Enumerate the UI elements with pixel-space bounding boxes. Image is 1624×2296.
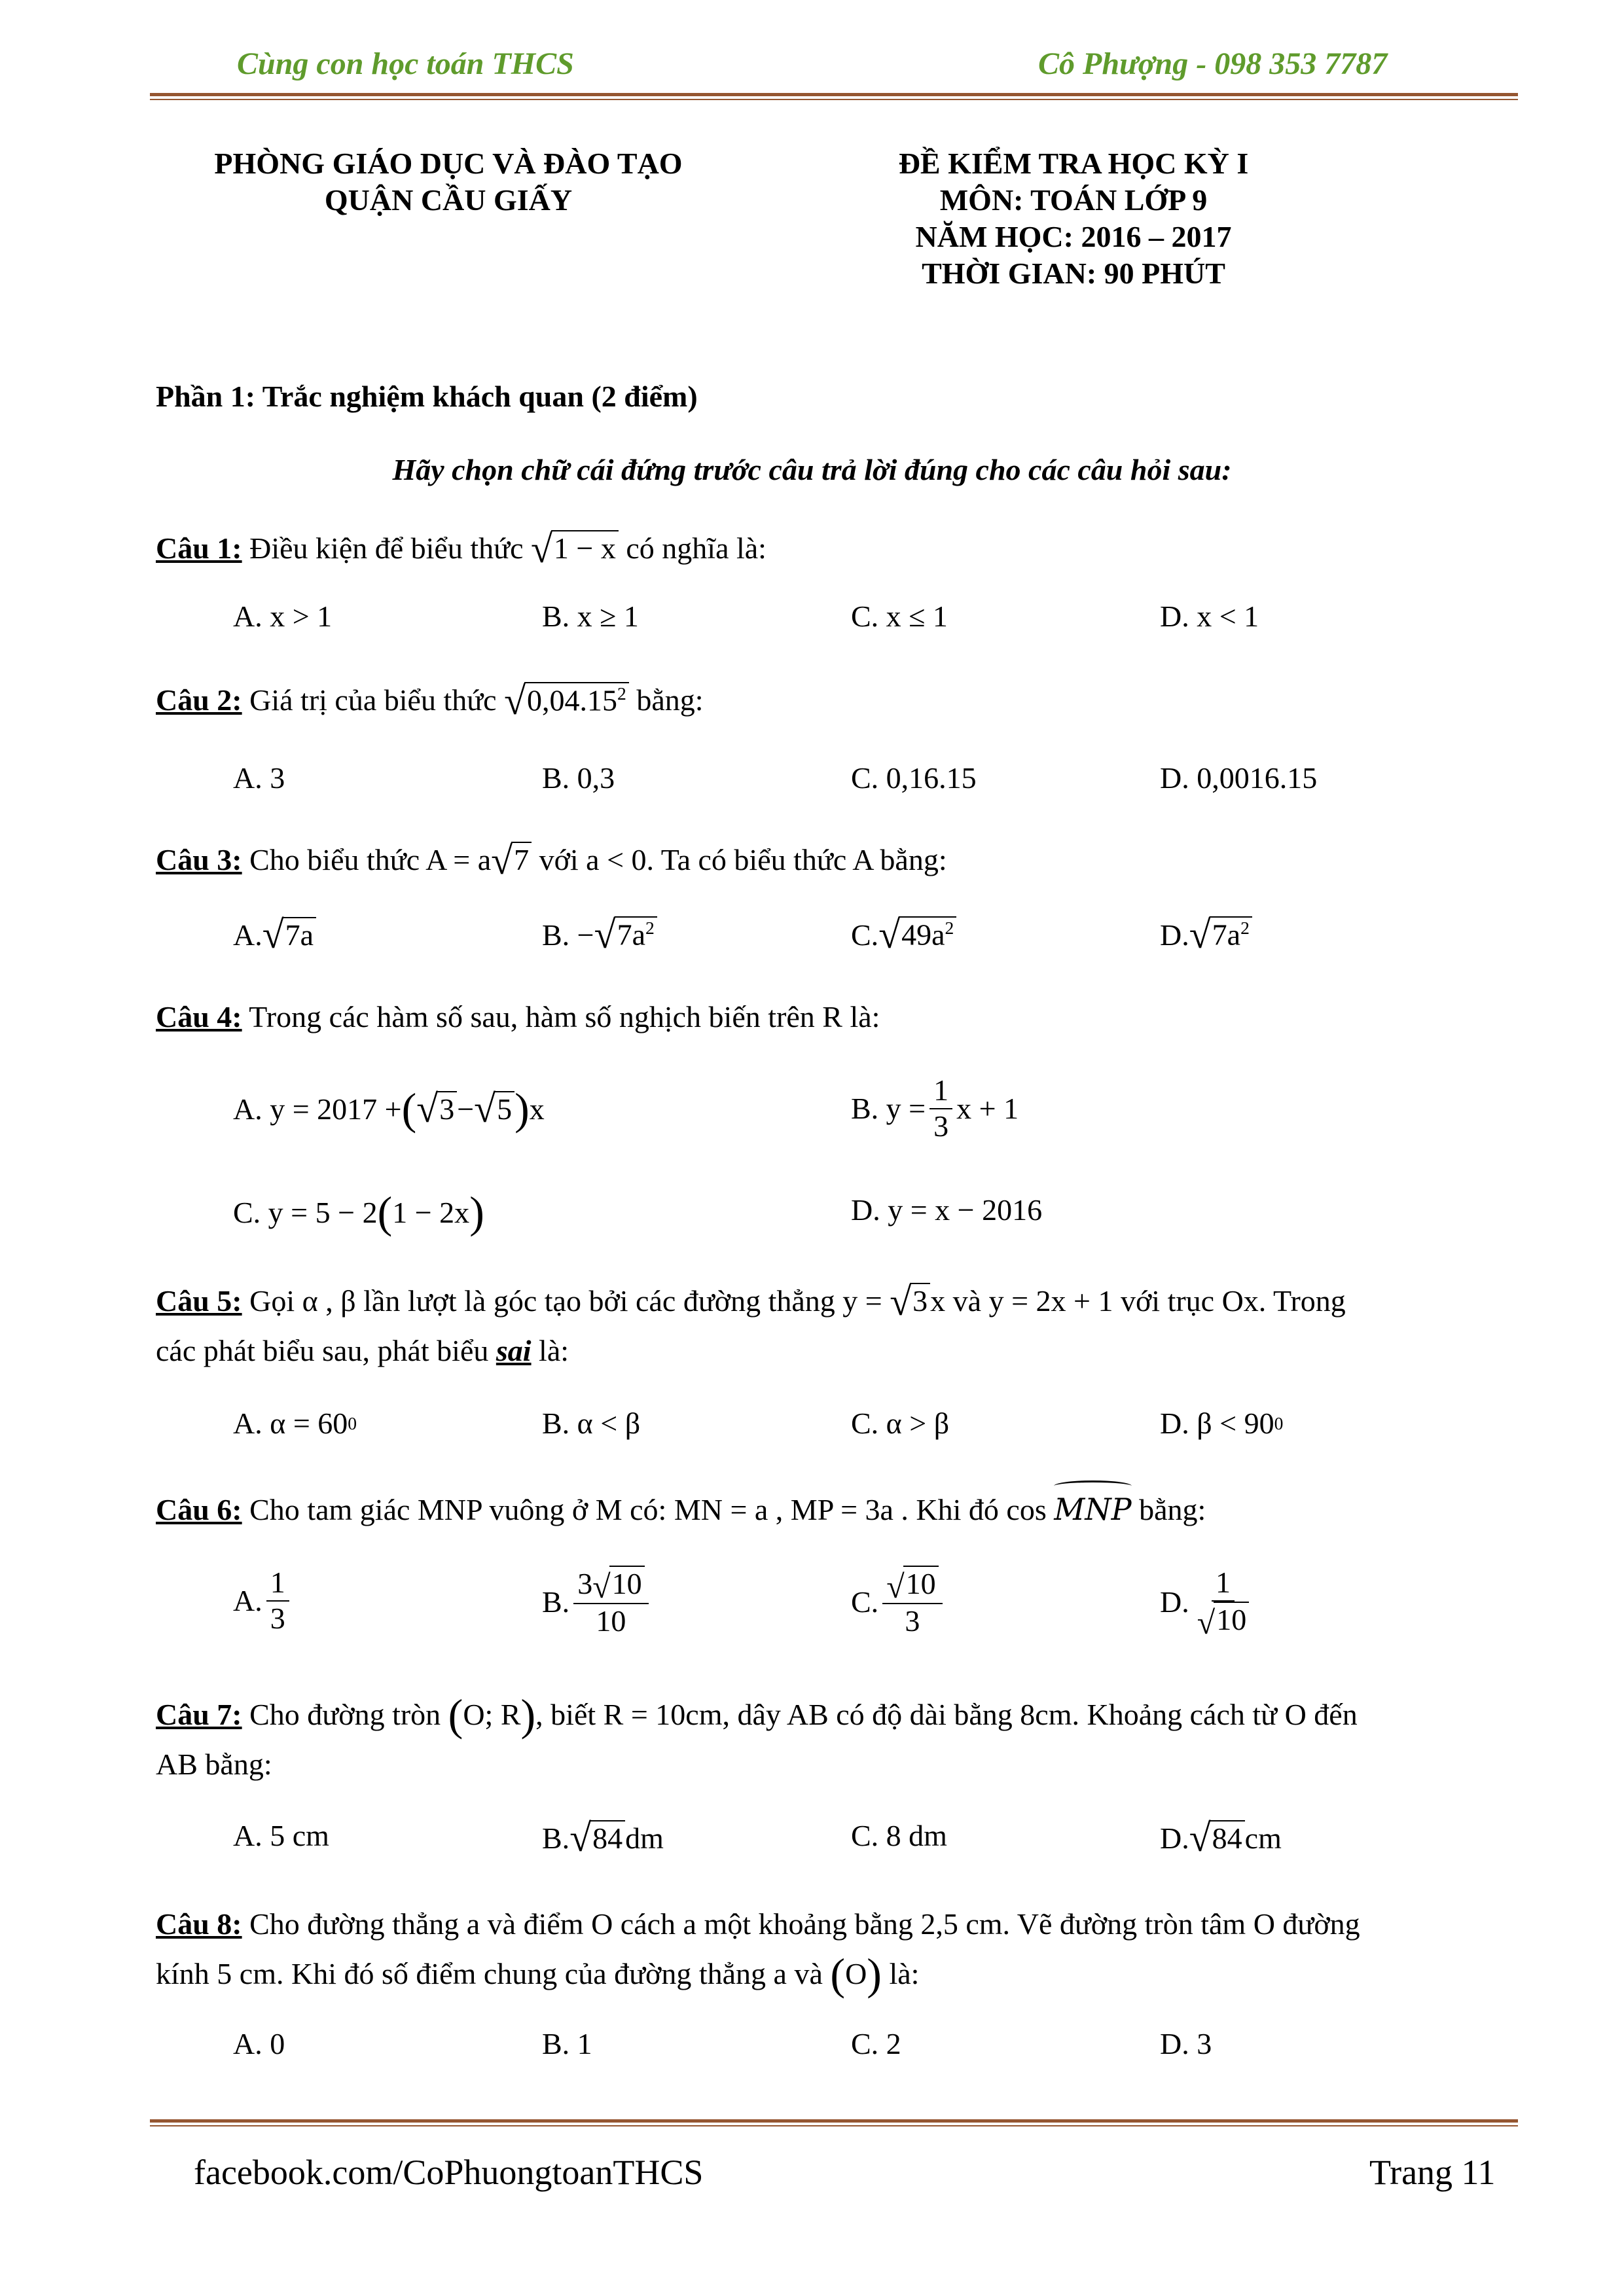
- sqrt-icon: √: [416, 1087, 439, 1130]
- question-6: Câu 6: Cho tam giác MNP vuông ở M có: MN = a , MP = 3a . Khi đó cos MNP bằng:: [156, 1484, 1498, 1535]
- q2-option-b[interactable]: B. 0,3: [542, 761, 615, 795]
- q1-option-d[interactable]: D. x < 1: [1160, 600, 1259, 633]
- question-label: Câu 1:: [156, 531, 242, 565]
- q4-option-c[interactable]: C. y = 5 − 2 ( 1 − 2x ): [233, 1187, 484, 1237]
- question-2: Câu 2: Giá trị của biểu thức √0,04.15$^2$ bằng:: [156, 679, 704, 723]
- q7-option-b[interactable]: B. √ 84 dm: [542, 1816, 664, 1859]
- q6-option-c[interactable]: C. $\frac{√10}{3}$: [851, 1566, 947, 1639]
- exam-title: ĐỀ KIỂM TRA HỌC KỲ I: [898, 147, 1249, 180]
- q2-option-a[interactable]: A. 3: [233, 761, 285, 795]
- exam-subject: MÔN: TOÁN LỚP 9: [939, 183, 1208, 217]
- q5-option-b[interactable]: B. α < β: [542, 1407, 641, 1440]
- footer-rule: [150, 2119, 1518, 2123]
- q6-option-b[interactable]: B. $\frac{3√10}{10}$: [542, 1566, 653, 1639]
- sqrt-icon: √: [594, 913, 616, 956]
- q3-option-c[interactable]: C. √ $49a^2$: [851, 915, 956, 954]
- question-label: Câu 5:: [156, 1284, 242, 1318]
- q2-option-d[interactable]: D. 0,0016.15: [1160, 761, 1318, 795]
- question-label: Câu 7:: [156, 1698, 242, 1731]
- q1-option-b[interactable]: B. x ≥ 1: [542, 600, 639, 633]
- footer-facebook-link[interactable]: facebook.com/CoPhuongtoanTHCS: [194, 2153, 704, 2192]
- footer-rule-thin: [150, 2125, 1518, 2126]
- q6-option-d[interactable]: D. $\frac{1}{√10}$: [1160, 1566, 1257, 1639]
- question-label: Câu 8:: [156, 1907, 242, 1941]
- question-label: Câu 3:: [156, 843, 242, 876]
- exam-year: NĂM HỌC: 2016 – 2017: [915, 220, 1232, 253]
- q1-option-c[interactable]: C. x ≤ 1: [851, 600, 948, 633]
- q7-option-d[interactable]: D. √ 84 cm: [1160, 1816, 1282, 1859]
- header-left: Cùng con học toán THCS: [237, 46, 574, 81]
- angle-mnp: MNP: [1054, 1484, 1131, 1534]
- header-rule-thin: [150, 99, 1518, 100]
- q5-option-a[interactable]: A. α = 60 0: [233, 1407, 357, 1440]
- q8-option-a[interactable]: A. 0: [233, 2027, 285, 2060]
- question-label: Câu 6:: [156, 1493, 242, 1526]
- sqrt-icon: √: [491, 839, 513, 882]
- emphasis-sai: sai: [496, 1334, 532, 1367]
- sqrt-icon: √: [474, 1087, 496, 1130]
- q3-option-d[interactable]: D. √ $7a^2$: [1160, 915, 1252, 954]
- question-7: Câu 7: Cho đường tròn (O; R), biết R = 10cm, dây AB có độ dài bằng 8cm. Khoảng cách từ O đến AB bằng:: [156, 1690, 1358, 1781]
- q2-option-c[interactable]: C. 0,16.15: [851, 761, 977, 795]
- header-rule: [150, 93, 1518, 96]
- q4-option-b[interactable]: B. y = $\frac{1}{3}$ x + 1: [851, 1073, 1019, 1143]
- sqrt-icon: √: [890, 1280, 912, 1323]
- sqrt-icon: √: [1189, 1816, 1211, 1859]
- sqrt-icon: √: [262, 913, 284, 956]
- question-1: Câu 1: Điều kiện để biểu thức √1 − x có nghĩa là:: [156, 528, 767, 571]
- sqrt-icon: √: [1197, 1604, 1216, 1641]
- sqrt-icon: √: [878, 913, 901, 956]
- q8-option-b[interactable]: B. 1: [542, 2027, 592, 2060]
- header-right: Cô Phượng - 098 353 7787: [1038, 46, 1388, 81]
- question-3: Câu 3: Cho biểu thức A = a√7 với a < 0. Ta có biểu thức A bằng:: [156, 839, 947, 882]
- district-name: QUẬN CẦU GIẤY: [324, 183, 573, 217]
- question-5: Câu 5: Gọi α , β lần lượt là góc tạo bởi các đường thẳng y = √3x và y = 2x + 1 với trục Ox. Trong các phát biểu sau, phát biểu sai là:: [156, 1280, 1346, 1367]
- part1-title: Phần 1: Trắc nghiệm khách quan (2 điểm): [156, 380, 698, 413]
- q8-option-c[interactable]: C. 2: [851, 2027, 901, 2060]
- sqrt-icon: √: [569, 1816, 592, 1859]
- department-block: [170, 145, 727, 219]
- q8-option-d[interactable]: D. 3: [1160, 2027, 1212, 2060]
- sqrt-icon: √: [530, 528, 552, 571]
- q4-option-d[interactable]: D. y = x − 2016: [851, 1193, 1043, 1227]
- q6-option-a[interactable]: A. $\frac{1}{3}$: [233, 1566, 293, 1636]
- question-4: Câu 4: Trong các hàm số sau, hàm số nghịch biến trên R là:: [156, 1000, 880, 1033]
- q1-option-a[interactable]: A. x > 1: [233, 600, 333, 633]
- question-label: Câu 2:: [156, 683, 242, 717]
- q4-option-a[interactable]: A. y = 2017 + ( √ 3 − √ 5 ) x: [233, 1084, 545, 1134]
- q3-option-a[interactable]: A. √ 7a: [233, 915, 316, 954]
- q5-option-d[interactable]: D. β < 90 0: [1160, 1407, 1284, 1440]
- question-label: Câu 4:: [156, 1000, 242, 1033]
- q5-option-c[interactable]: C. α > β: [851, 1407, 950, 1440]
- sqrt-icon: √: [504, 679, 526, 723]
- sqrt-icon: √: [1189, 913, 1211, 956]
- exam-title-block: [812, 145, 1335, 292]
- q7-option-c[interactable]: C. 8 dm: [851, 1819, 947, 1852]
- exam-time: THỜI GIAN: 90 PHÚT: [922, 257, 1225, 290]
- department-name: PHÒNG GIÁO DỤC VÀ ĐÀO TẠO: [214, 147, 683, 180]
- q7-option-a[interactable]: A. 5 cm: [233, 1819, 329, 1852]
- page-number: Trang 11: [1369, 2153, 1496, 2192]
- sqrt-icon: √: [886, 1568, 905, 1605]
- q3-option-b[interactable]: B. − √ $7a^2$: [542, 915, 657, 954]
- radicand: 1 − x: [551, 530, 619, 566]
- sqrt-icon: √: [592, 1568, 611, 1605]
- question-8: Câu 8: Cho đường thẳng a và điểm O cách a một khoảng bằng 2,5 cm. Vẽ đường tròn tâm O đường kính 5 cm. Khi đó số điểm chung của đường thẳng a và (O) là:: [156, 1907, 1360, 1999]
- part1-instruction: Hãy chọn chữ cái đứng trước câu trả lời đúng cho các câu hỏi sau:: [392, 453, 1232, 486]
- radicand: 0,04.15$^2$: [524, 682, 629, 718]
